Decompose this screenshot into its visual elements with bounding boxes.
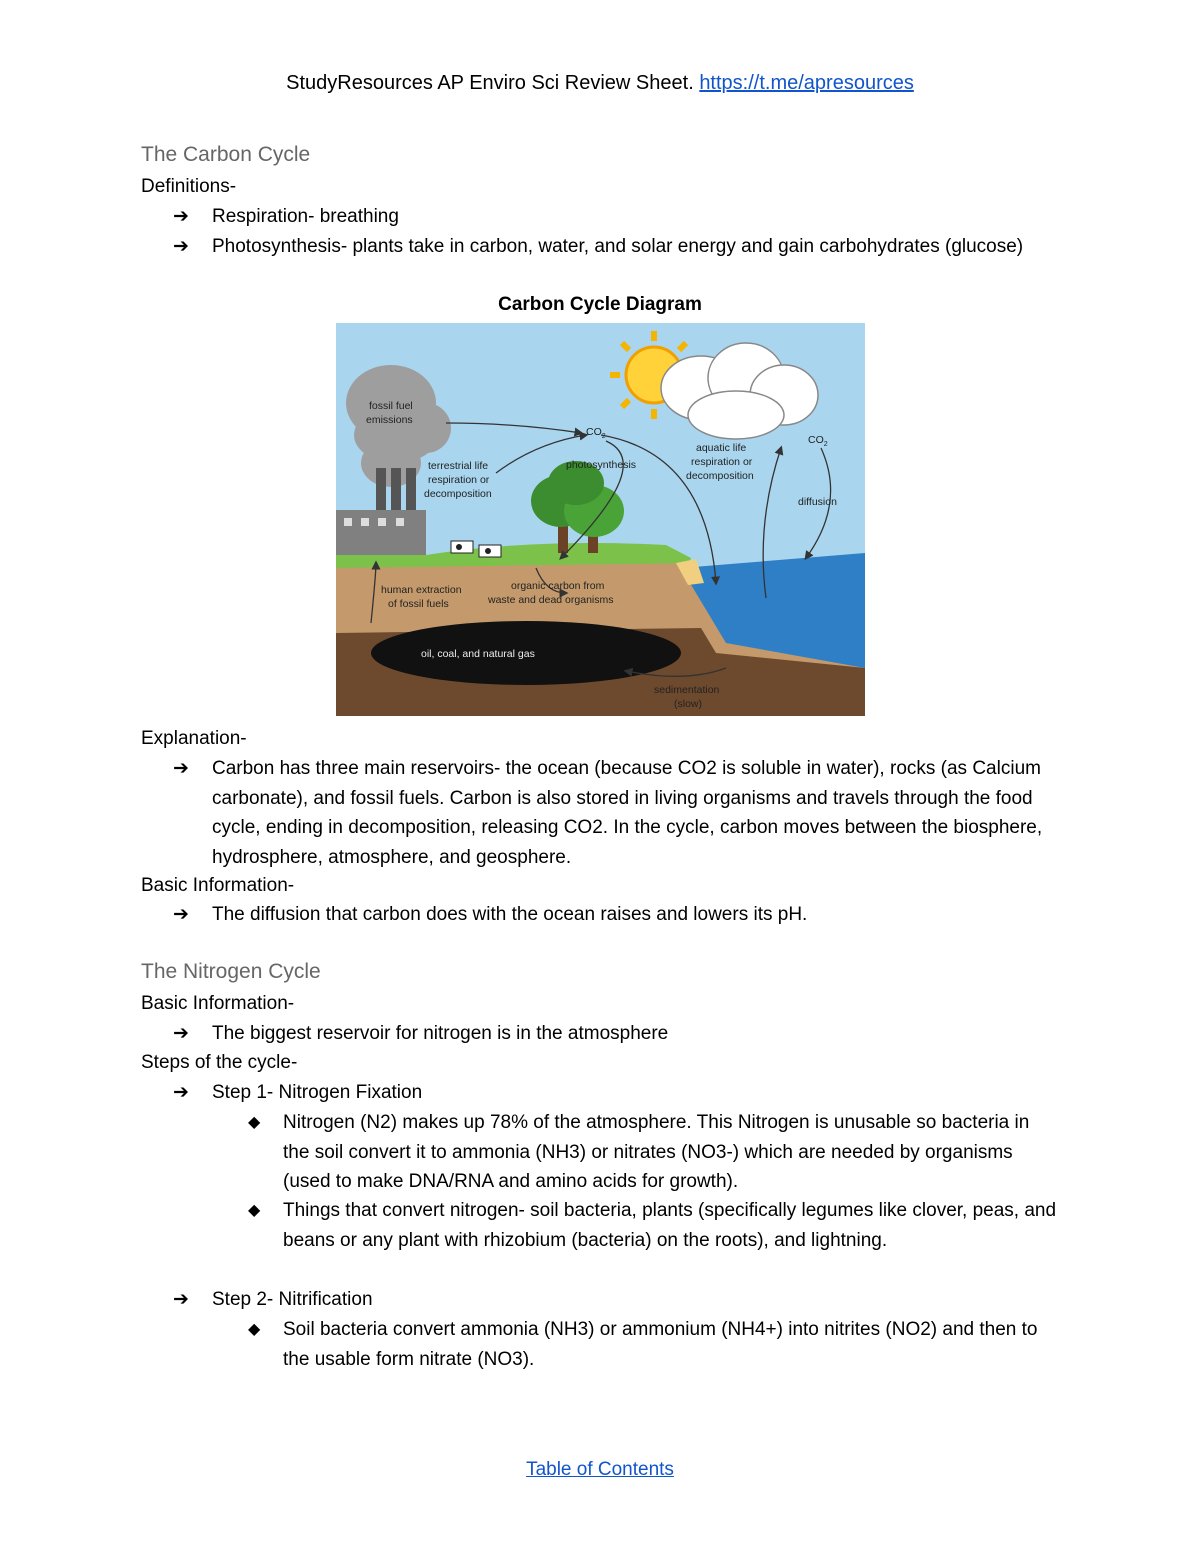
- label-diffusion: diffusion: [798, 496, 837, 508]
- nitrogen-section-title: The Nitrogen Cycle: [141, 960, 321, 983]
- footer: [0, 1459, 1200, 1481]
- diamond-bullet-icon: ◆: [248, 1202, 261, 1219]
- label-organic-carbon: organic carbon from: [511, 580, 605, 592]
- step-1: ➔ Step 1- Nitrogen Fixation: [173, 1078, 1073, 1108]
- carbon-section-title: The Carbon Cycle: [141, 143, 311, 166]
- label-sedimentation: sedimentation: [654, 684, 720, 696]
- label-aquatic: decomposition: [686, 470, 754, 482]
- definition-item: ➔ Respiration- breathing: [173, 202, 1073, 232]
- step-1-point: ◆ Nitrogen (N2) makes up 78% of the atmosphere. This Nitrogen is unusable so bacteria in the soil convert it to ammonia (NH3) or nitrates (NO3-) which are needed by organisms (used to make DNA/RNA and amino acids for growth).: [248, 1108, 1048, 1197]
- nitrogen-basic-item: ➔ The biggest reservoir for nitrogen is in the atmosphere: [173, 1019, 1073, 1049]
- label-co2-atmosphere: $CO_2$: [586, 426, 606, 440]
- arrow-bullet-icon: ➔: [173, 206, 189, 227]
- step-2-point: ◆ Soil bacteria convert ammonia (NH3) or ammonium (NH4+) into nitrites (NO2) and then to the usable form nitrate (NO3).: [248, 1315, 1048, 1374]
- label-terrestrial: decomposition: [424, 488, 492, 500]
- label-terrestrial: respiration or: [428, 474, 490, 486]
- arrow-bullet-icon: ➔: [173, 1289, 189, 1310]
- nitrogen-basic-label: Basic Information-: [141, 993, 295, 1014]
- label-photosynthesis: photosynthesis: [566, 459, 637, 471]
- arrow-bullet-icon: ➔: [173, 904, 189, 925]
- carbon-cycle-diagram: [336, 323, 865, 716]
- header-link[interactable]: https://t.me/apresources: [699, 72, 914, 94]
- label-aquatic: aquatic life: [696, 442, 747, 454]
- explanation-item: ➔ Carbon has three main reservoirs- the ocean (because CO2 is soluble in water), rocks (as Calcium carbonate), and fossil fuels. Carbon is also stored in living organisms and travels through the food cycle, ending in decomposition, releasing CO2. In the cycle, carbon moves between the biosphere, hydrosphere, atmosphere, and geosphere.: [173, 754, 1063, 872]
- arrow-bullet-icon: ➔: [173, 758, 189, 779]
- carbon-cycle-illustration: [336, 323, 865, 716]
- header-title: StudyResources AP Enviro Sci Review Sheet.: [286, 72, 694, 94]
- step-2: ➔ Step 2- Nitrification: [173, 1285, 1073, 1315]
- label-fossil-fuel: fossil fuel: [369, 400, 413, 412]
- explanation-label: Explanation-: [141, 728, 247, 749]
- carbon-basic-label: Basic Information-: [141, 875, 295, 896]
- label-fossil-fuel: emissions: [366, 414, 413, 426]
- label-organic-carbon: waste and dead organisms: [488, 594, 614, 606]
- label-terrestrial: terrestrial life: [428, 460, 489, 472]
- diamond-bullet-icon: ◆: [248, 1321, 261, 1338]
- arrow-bullet-icon: ➔: [173, 236, 189, 257]
- diagram-title: Carbon Cycle Diagram: [498, 294, 702, 315]
- label-co2-ocean: $CO_2$: [808, 434, 828, 448]
- arrow-bullet-icon: ➔: [173, 1082, 189, 1103]
- table-of-contents-link[interactable]: Table of Contents: [526, 1459, 674, 1480]
- definitions-label: Definitions-: [141, 176, 237, 197]
- label-aquatic: respiration or: [691, 456, 753, 468]
- steps-label: Steps of the cycle-: [141, 1052, 298, 1073]
- label-human-extraction: of fossil fuels: [388, 598, 449, 610]
- step-1-point: ◆ Things that convert nitrogen- soil bacteria, plants (specifically legumes like clover, peas, and beans or any plant with rhizobium (bacteria) on the roots), and lightning.: [248, 1196, 1068, 1255]
- label-oil-coal-gas: oil, coal, and natural gas: [421, 648, 535, 660]
- arrow-bullet-icon: ➔: [173, 1023, 189, 1044]
- label-sedimentation: (slow): [674, 698, 702, 710]
- label-human-extraction: human extraction: [381, 584, 462, 596]
- definition-item: ➔ Photosynthesis- plants take in carbon, water, and solar energy and gain carbohydrates (glucose): [173, 232, 1053, 262]
- carbon-basic-item: ➔ The diffusion that carbon does with the ocean raises and lowers its pH.: [173, 900, 1073, 930]
- diamond-bullet-icon: ◆: [248, 1114, 261, 1131]
- header: [0, 72, 1200, 95]
